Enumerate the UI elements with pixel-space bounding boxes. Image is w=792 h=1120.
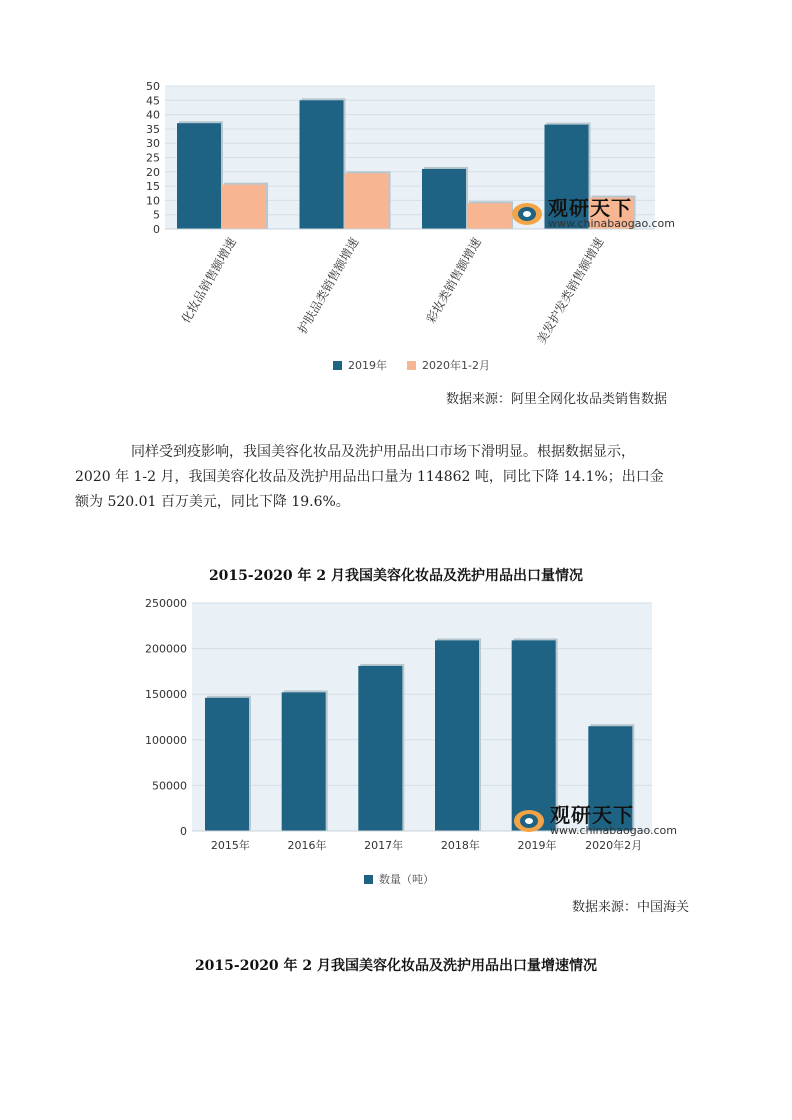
watermark-en: www.chinabaogao.com xyxy=(548,217,675,230)
x-category-label: 彩妆类销售额增速 xyxy=(423,235,484,326)
body-paragraph xyxy=(75,440,720,515)
bar-primary xyxy=(422,169,466,229)
y-tick-label: 20 xyxy=(146,165,160,179)
x-category-label: 护肤品类销售额增速 xyxy=(295,235,362,337)
y-tick-label: 35 xyxy=(146,122,160,136)
bar-primary xyxy=(358,666,402,831)
y-tick-label: 100000 xyxy=(145,733,187,747)
y-tick-label: 0 xyxy=(153,223,160,236)
x-category-label: 2015年 xyxy=(210,839,250,852)
watermark-logo-1 xyxy=(510,198,675,229)
plot-area xyxy=(192,603,652,831)
paragraph-line-3: 额为 520.01 百万美元，同比下降 19.6%。 xyxy=(75,494,350,510)
y-tick-label: 10 xyxy=(146,194,160,208)
legend-swatch-2019 xyxy=(333,361,342,370)
bar-primary xyxy=(435,640,479,831)
chart1-legend xyxy=(333,357,490,373)
x-category-label: 2020年2月 xyxy=(585,839,643,852)
y-tick-label: 250000 xyxy=(145,597,187,610)
y-tick-label: 30 xyxy=(146,137,160,151)
bar-secondary xyxy=(345,173,389,229)
y-tick-label: 25 xyxy=(146,151,160,165)
legend-label-quantity: 数量（吨） xyxy=(379,873,434,886)
bar-secondary xyxy=(222,185,266,229)
x-category-label: 2017年 xyxy=(364,839,404,852)
x-category-label: 美发护发类销售额增速 xyxy=(534,235,607,347)
bar-secondary xyxy=(467,203,511,229)
y-tick-label: 200000 xyxy=(145,642,187,656)
watermark-cn: 观研天下 xyxy=(550,803,634,827)
x-category-label: 2018年 xyxy=(440,839,480,852)
legend-swatch-quantity xyxy=(364,875,373,884)
watermark-cn: 观研天下 xyxy=(548,196,632,220)
legend-label-2020: 2020年1-2月 xyxy=(422,359,490,372)
bar-primary xyxy=(300,100,344,229)
chart3-heading: 2015-2020 年 2 月我国美容化妆品及洗护用品出口量增速情况 xyxy=(194,958,598,974)
x-category-label: 化妆品销售额增速 xyxy=(178,235,239,326)
legend-label-2019: 2019年 xyxy=(348,359,387,372)
legend-swatch-2020 xyxy=(407,361,416,370)
x-category-label: 2019年 xyxy=(517,839,557,852)
y-tick-label: 50000 xyxy=(152,779,187,793)
y-tick-label: 50 xyxy=(146,80,160,93)
bar-primary xyxy=(282,692,326,831)
bar-primary xyxy=(177,123,221,229)
x-category-label: 2016年 xyxy=(287,839,327,852)
watermark-swirl-icon xyxy=(512,808,546,834)
watermark-en: www.chinabaogao.com xyxy=(550,824,677,837)
chart2-heading: 2015-2020 年 2 月我国美容化妆品及洗护用品出口量情况 xyxy=(208,568,584,584)
watermark-logo-2 xyxy=(512,805,677,836)
y-tick-label: 0 xyxy=(180,825,187,838)
y-tick-label: 45 xyxy=(146,94,160,108)
paragraph-line-1: 同样受到疫影响，我国美容化妆品及洗护用品出口市场下滑明显。根据数据显示， xyxy=(131,444,635,460)
source-note-2: 数据来源：中国海关 xyxy=(572,900,690,915)
y-tick-label: 5 xyxy=(153,208,160,222)
watermark-swirl-icon xyxy=(510,201,544,227)
y-tick-label: 40 xyxy=(146,108,160,122)
y-tick-label: 15 xyxy=(146,180,160,194)
chart2-legend xyxy=(364,871,434,887)
paragraph-line-2: 2020 年 1-2 月，我国美容化妆品及洗护用品出口量为 114862 吨，同比下降 14.1%；出口金 xyxy=(75,469,664,485)
y-tick-label: 150000 xyxy=(145,688,187,702)
source-note-1: 数据来源：阿里全网化妆品类销售数据 xyxy=(446,392,668,407)
bar-primary xyxy=(205,698,249,831)
